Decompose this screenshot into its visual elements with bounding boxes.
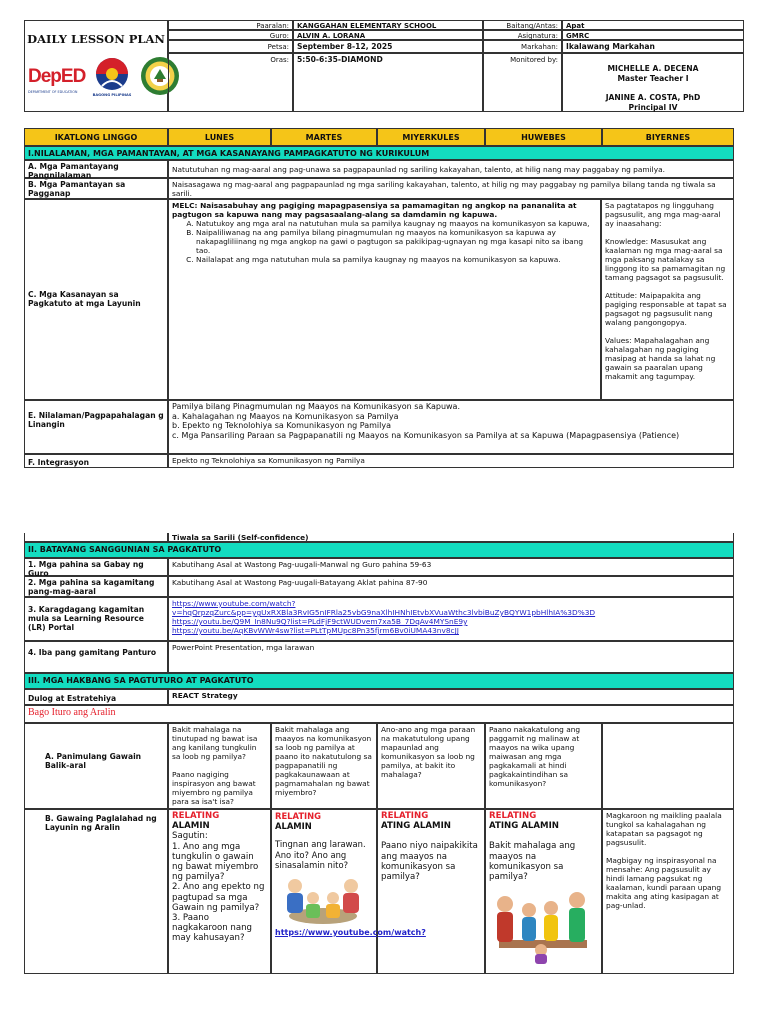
tuesday-video-link[interactable]: https://www.youtube.com/watch? <box>275 928 426 938</box>
bagong-pilipinas-text: BAGONG PILIPINAS <box>92 93 132 97</box>
thursday-tag: RELATING <box>489 811 537 821</box>
section-1f-label: F. Integrasyon <box>24 454 168 468</box>
step-b-thursday <box>485 809 602 974</box>
day-thursday: HUWEBES <box>485 128 602 146</box>
friday-objectives: Sa pagtatapos ng lingguhang pagsusulit, ang mga mag-aaral ay inaasahang: Knowledge: Masusukat ang kaalaman ng mga mag-aaral sa mga paksang natalakay sa linggong ito sa pamamagitan ng tamang pagsagot sa pagsusulit. Attitude: Maipapakita ang pagiging responsable at tapat sa pagsagot ng pagsusulit nang walang pangongopya. Values: Mapahalagahan ang kahalagahan ng pagiging masipag at handa sa lahat ng gawain sa paaralan upang makamit ang tagumpay. <box>601 199 734 400</box>
objective-b: B. Naipaliliwanag na ang pamilya bilang pinagmumulan ng maayos na komunikasyon sa kapuwa ay nakapagliliinang ng mga angkop na gawi o pagtugon sa pakikipag-ugnayan ng mga kasapi nito sa ibang tao. <box>196 228 597 255</box>
monitor-1-name: MICHELLE A. DECENA <box>607 64 699 73</box>
section-1-title: I.NILALAMAN, MGA PAMANTAYAN, AT MGA KASANAYANG PAMPAGKATUTO NG KURIKULUM <box>24 146 734 160</box>
lr-link-2[interactable]: https://youtu.be/Q9M_In8Nu9Q?list=PLdFjF9ctWUDvem7xa5B_7DqAv4MYSnE9y <box>172 617 468 626</box>
day-wednesday: MIYERKULES <box>377 128 485 146</box>
ref-4-label-text: 4. Iba pang gamitang Panturo <box>28 648 157 657</box>
monitor-1-title: Master Teacher I <box>617 73 689 83</box>
lr-link-3[interactable]: https://youtu.be/AqKBvWWr4sw?list=PLtTpMUpc8Pn35fjrm6Bv0iUMA43nv8cJJ <box>172 626 459 635</box>
monitor-2-name: JANINE A. COSTA, PhD <box>605 93 701 102</box>
section-1e-label <box>24 400 168 454</box>
step-a-label-text: A. Panimulang Gawain Balik-aral <box>45 752 142 770</box>
content-line-4: c. Mga Pansariling Paraan sa Pagpapanatili ng Maayos na Komunikasyon sa Pamilya at sa Kapuwa (Mapagpasensiya (Patience) <box>172 430 680 440</box>
section-1e-content <box>168 400 734 454</box>
objective-a: A. Natutukoy ang mga aral na natutuhan mula sa pamilya kaugnay ng maayos na komunikasyon sa kapuwa, <box>196 219 597 228</box>
grade-label: Baitang/Antas: <box>483 20 562 30</box>
monday-sub: ALAMIN <box>172 821 210 832</box>
family-talking-picture <box>489 884 597 964</box>
melc-text: MELC: Naisasabuhay ang pagiging mapagpasensiya sa pamamagitan ng angkop na pananalita at pagtugon sa kapuwa nang may pagsasaalang-alang sa damdamin ng kapuwa. <box>172 201 577 219</box>
step-a-wednesday: Ano-ano ang mga paraan na makatutulong upang mapaunlad ang komunikasyon sa loob ng pamilya, at bakit ito mahalaga? <box>377 723 485 809</box>
deped-logo-subtext: DEPARTMENT OF EDUCATION <box>28 90 78 94</box>
step-a-label <box>24 723 168 809</box>
integration-continued: Tiwala sa Sarili (Self-confidence) <box>168 533 734 542</box>
tuesday-sub: ALAMIN <box>275 821 312 832</box>
bagong-pilipinas-logo <box>90 56 134 100</box>
section-1a-label: A. Mga Pamantayang Pangnilalaman <box>24 160 168 178</box>
step-b-wednesday <box>377 809 485 974</box>
ref-3-links <box>168 597 734 641</box>
before-lesson-row <box>24 705 734 723</box>
tuesday-text: Tingnan ang larawan. Ano ito? Ano ang sinasalamin nito? <box>275 839 366 870</box>
subject-label: Asignatura: <box>483 30 562 40</box>
time-label: Oras: <box>168 53 293 112</box>
deped-logo <box>28 64 86 98</box>
monitor-2-title: Principal IV <box>628 102 678 112</box>
strategy-label: Dulog at Estratehiya <box>24 689 168 705</box>
monitored-label: Monitored by: <box>483 53 562 112</box>
teacher-label: Guro: <box>168 30 293 40</box>
section-1b-text: Naisasagawa ng mag-aaral ang pagpapaunlad ng mga sariling kakayahan, talento, at hilig ng may paggabay ng pamilya bilang tanda ng tiwala sa sarili. <box>168 178 734 199</box>
day-friday: BIYERNES <box>602 128 734 146</box>
before-lesson-label: Bago Ituro ang Aralin <box>28 707 116 718</box>
integration-continued-label <box>24 533 168 542</box>
monday-text: Sagutin: 1. Ano ang mga tungkulin o gawain ng bawat miyembro ng pamilya? 2. Ano ang epekto ng pagtupad sa mga Gawain ng pamilya? 3. Paano nagkakaroon nang may kahusayan? <box>172 831 265 944</box>
plan-title: DAILY LESSON PLAN <box>27 32 165 46</box>
tuesday-tag: RELATING <box>275 811 322 821</box>
section-1a-text: Natututuhan ng mag-aaral ang pag-unawa sa pagpapaunlad ng sariling kakayahan, talento, at hilig nang may paggabay ng pamilya. <box>168 160 734 178</box>
content-line-1: Pamilya bilang Pinagmumulan ng Maayos na Komunikasyon sa Kapuwa. <box>172 402 461 411</box>
family-picture <box>275 872 371 928</box>
step-b-label <box>24 809 168 974</box>
week-label: IKATLONG LINGGO <box>24 128 168 146</box>
wednesday-sub: ATING ALAMIN <box>381 821 451 832</box>
section-2-title: II. BATAYANG SANGGUNIAN SA PAGKATUTO <box>24 542 734 558</box>
section-1c-label-text: C. Mga Kasanayan sa Pagkatuto at mga Layunin <box>28 290 141 308</box>
ref-1-label: 1. Mga pahina sa Gabay ng Guro <box>24 558 168 576</box>
quarter-value: Ikalawang Markahan <box>562 40 744 53</box>
step-b-friday: Magkaroon ng maikling paalala tungkol sa kahalagahan ng katapatan sa pagsagot ng pagsusulit. Magbigay ng inspirasyonal na mensahe: Ang pagsusulit ay hindi lamang pagsukat ng kaalaman, kundi paraan upang makita ang ating kasipagan at pag-unlad. <box>602 809 734 974</box>
school-value: KANGGAHAN ELEMENTARY SCHOOL <box>293 20 483 30</box>
ref-2-label: 2. Mga pahina sa kagamitang pang-mag-aaral <box>24 576 168 597</box>
monitors-cell <box>562 53 744 112</box>
strategy-text: REACT Strategy <box>168 689 734 705</box>
date-value: September 8-12, 2025 <box>293 40 483 53</box>
ref-1-text: Kabutihang Asal at Wastong Pag-uugali-Manwal ng Guro pahina 59-63 <box>168 558 734 576</box>
deped-logo-text: DepED <box>28 66 86 87</box>
teacher-value: ALVIN A. LORANA <box>293 30 483 40</box>
quarter-label: Markahan: <box>483 40 562 53</box>
step-b-monday <box>168 809 271 974</box>
wednesday-tag: RELATING <box>381 811 429 821</box>
step-a-tuesday: Bakit mahalaga ang maayos na komunikasyon sa loob ng pamilya at paano ito nakatutulong sa pagpapanatili ng pagkakaunawaan at pagmamahalan ng bawat miyembro? <box>271 723 377 809</box>
step-b-tuesday <box>271 809 426 974</box>
school-label: Paaralan: <box>168 20 293 30</box>
objectives-list <box>172 219 597 264</box>
step-a-thursday: Paano nakakatulong ang paggamit ng malinaw at maayos na wika upang maiwasan ang mga pagkakamali at hindi pagkakaintindihan sa komunikasyon? <box>485 723 602 809</box>
content-line-3: b. Epekto ng Teknolohiya sa Komunikasyon ng Pamilya <box>172 421 392 431</box>
monday-tag: RELATING <box>172 811 220 821</box>
time-value: 5:50-6:35-DIAMOND <box>293 53 483 112</box>
date-label: Petsa: <box>168 40 293 53</box>
step-a-monday: Bakit mahalaga na tinutupad ng bawat isa ang kanilang tungkulin sa loob ng pamilya? Paano nagiging inspirasyon ang bawat miyembro ng pamilya para sa isa't isa? <box>168 723 271 809</box>
step-b-label-text: B. Gawaing Paglalahad ng Layunin ng Aralin <box>45 814 157 832</box>
objective-c: C. Nailalapat ang mga natutuhan mula sa pamilya kaugnay ng maayos na komunikasyon sa kapuwa. <box>196 255 597 264</box>
thursday-text: Bakit mahalaga ang maayos na komunikasyon sa pamilya? <box>489 841 576 883</box>
lr-link-1[interactable]: https://www.youtube.com/watch? <box>172 599 296 608</box>
section-1c-objectives <box>168 199 601 400</box>
thursday-sub: ATING ALAMIN <box>489 821 559 832</box>
content-line-2: a. Kahalagahan ng Maayos na Komunikasyon sa Pamilya <box>172 411 399 421</box>
ref-4-text: PowerPoint Presentation, mga larawan <box>168 641 734 673</box>
wednesday-text: Paano niyo naipakikita ang maayos na komunikasyon sa pamilya? <box>381 841 478 883</box>
section-1b-label: B. Mga Pamantayan sa Pagganap <box>24 178 168 199</box>
section-1c-label <box>24 199 168 400</box>
day-monday: LUNES <box>168 128 271 146</box>
ref-4-label <box>24 641 168 673</box>
lr-link-1-cont[interactable]: v=hqQrpzqZurc&pp=ygUxRXBla3RvIG5nIFRla25vbG9naXlhIHNhIEtvbXVuaWthc3lvbiBuZyBQYW1pbHlhIA%3D%3D <box>172 608 596 617</box>
step-a-friday <box>602 723 734 809</box>
section-1f-text: Epekto ng Teknolohiya sa Komunikasyon ng Pamilya <box>168 454 734 468</box>
day-tuesday: MARTES <box>271 128 377 146</box>
ref-2-text: Kabutihang Asal at Wastong Pag-uugali-Batayang Aklat pahina 87-90 <box>168 576 734 597</box>
ref-3-label-text: 3. Karagdagang kagamitan mula sa Learning Resource (LR) Portal <box>28 605 145 632</box>
section-3-title: III. MGA HAKBANG SA PAGTUTURO AT PAGKATUTO <box>24 673 734 689</box>
section-1e-label-text: E. Nilalaman/Pagpapahalagan g Linangin <box>28 411 164 429</box>
ref-3-label <box>24 597 168 641</box>
subject-value: GMRC <box>562 30 744 40</box>
grade-value: Apat <box>562 20 744 30</box>
